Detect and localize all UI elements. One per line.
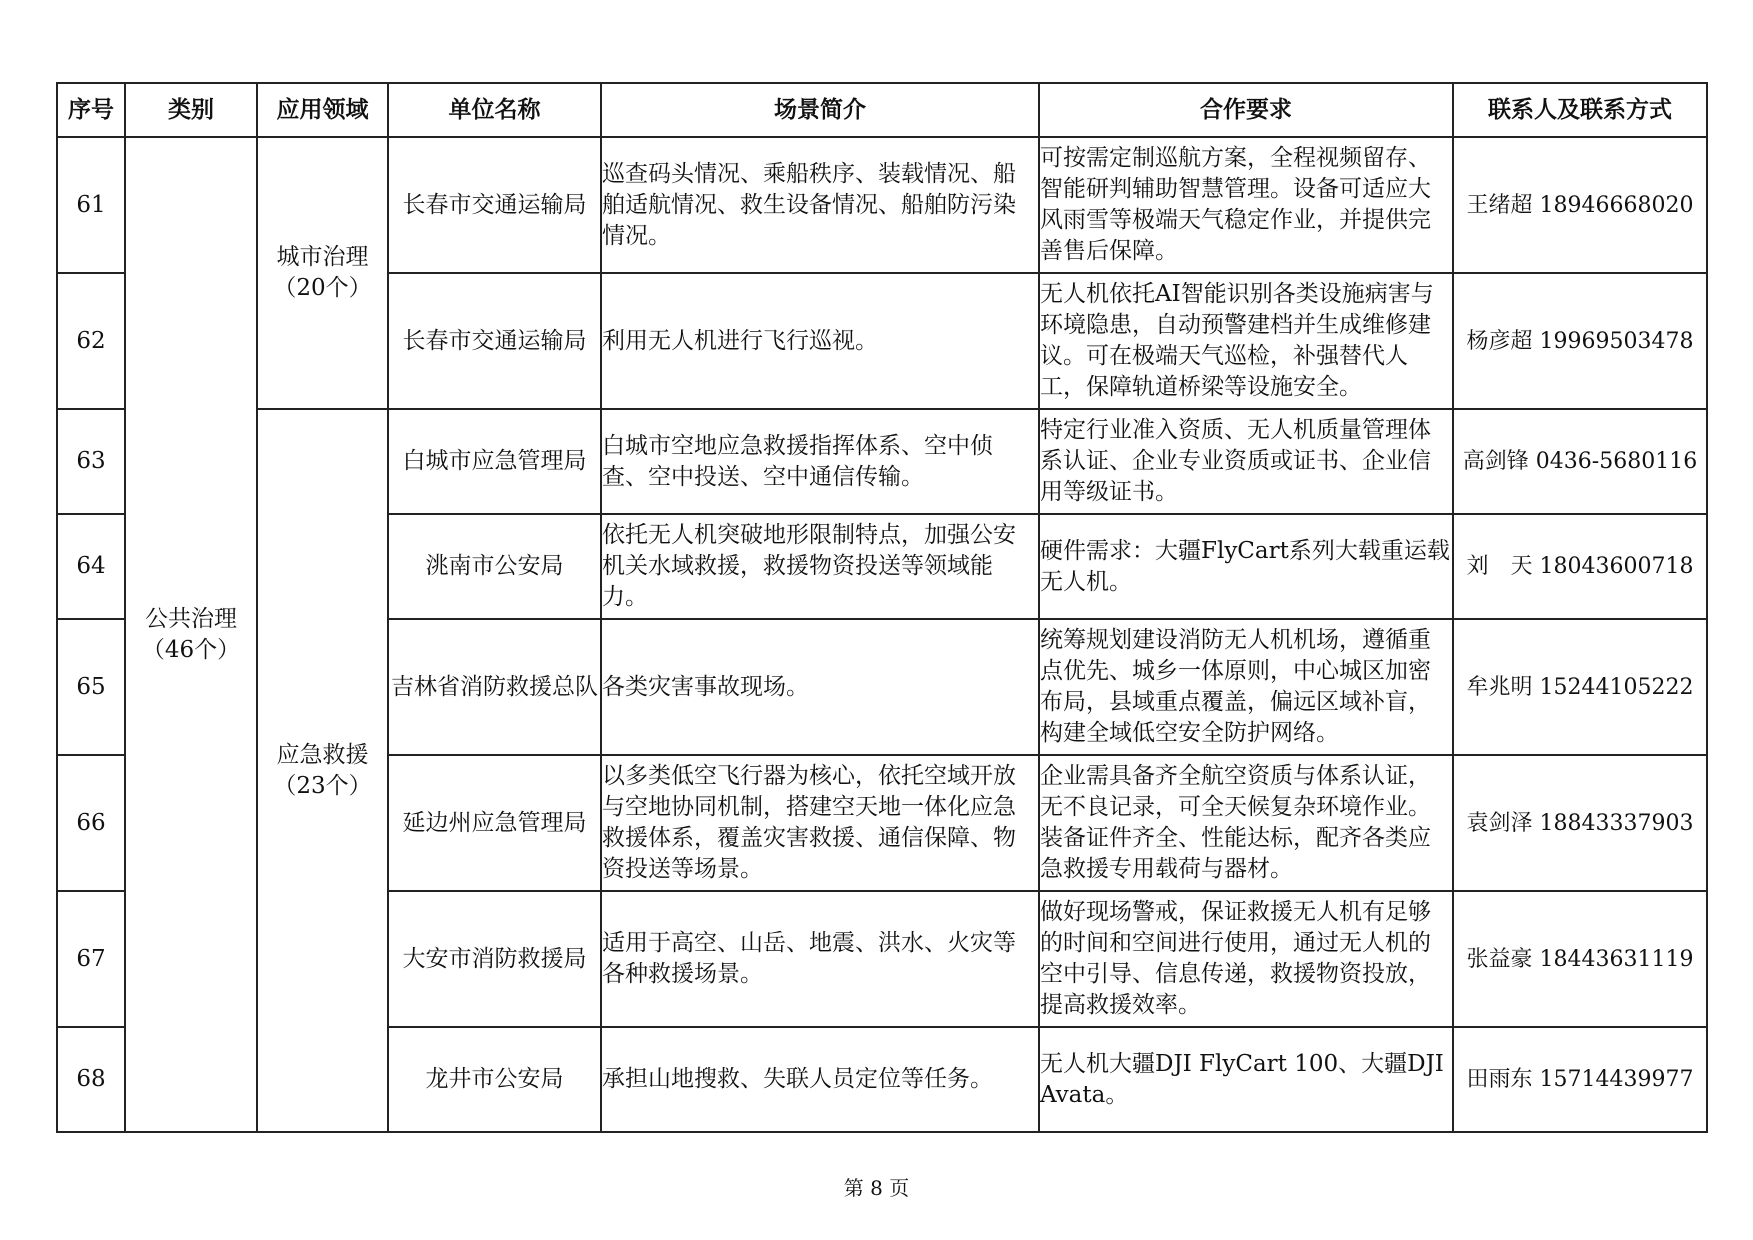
header-contact: 联系人及联系方式 <box>1453 83 1707 137</box>
row-unit: 白城市应急管理局 <box>388 409 601 514</box>
domain-count: （20个） <box>273 275 372 301</box>
row-scenario: 依托无人机突破地形限制特点，加强公安机关水域救援，救援物资投送等领域能力。 <box>601 514 1039 619</box>
row-contact: 田雨东 15714439977 <box>1453 1027 1707 1132</box>
table-row <box>57 409 1707 514</box>
row-contact: 杨彦超 19969503478 <box>1453 273 1707 409</box>
row-requirement: 企业需具备齐全航空资质与体系认证，无不良记录，可全天候复杂环境作业。装备证件齐全、性能达标，配齐各类应急救援专用载荷与器材。 <box>1039 755 1453 891</box>
row-scenario: 白城市空地应急救援指挥体系、空中侦查、空中投送、空中通信传输。 <box>601 409 1039 514</box>
row-scenario: 适用于高空、山岳、地震、洪水、火灾等各种救援场景。 <box>601 891 1039 1027</box>
row-requirement: 硬件需求：大疆FlyCart系列大载重运载无人机。 <box>1039 514 1453 619</box>
row-requirement: 做好现场警戒，保证救援无人机有足够的时间和空间进行使用，通过无人机的空中引导、信息传递，救援物资投放，提高救援效率。 <box>1039 891 1453 1027</box>
header-unit: 单位名称 <box>388 83 601 137</box>
row-scenario: 巡查码头情况、乘船秩序、装载情况、船舶适航情况、救生设备情况、船舶防污染情况。 <box>601 137 1039 273</box>
domain-name: 应急救援 <box>276 741 369 768</box>
row-contact: 高剑锋 0436-5680116 <box>1453 409 1707 514</box>
header-domain: 应用领域 <box>257 83 388 137</box>
domain-count: （23个） <box>273 772 372 799</box>
header-requirement: 合作要求 <box>1039 83 1453 137</box>
row-contact: 袁剑泽 18843337903 <box>1453 755 1707 891</box>
row-unit: 龙井市公安局 <box>388 1027 601 1132</box>
domain-cell-urban <box>257 137 388 409</box>
row-requirement: 特定行业准入资质、无人机质量管理体系认证、企业专业资质或证书、企业信用等级证书。 <box>1039 409 1453 514</box>
cooperation-table <box>56 82 1708 1133</box>
header-category: 类别 <box>125 83 257 137</box>
page-number: 第 8 页 <box>843 1176 910 1200</box>
row-requirement: 无人机依托AI智能识别各类设施病害与环境隐患，自动预警建档并生成维修建议。可在极端天气巡检，补强替代人工，保障轨道桥梁等设施安全。 <box>1039 273 1453 409</box>
row-scenario: 利用无人机进行飞行巡视。 <box>601 273 1039 409</box>
row-scenario: 承担山地搜救、失联人员定位等任务。 <box>601 1027 1039 1132</box>
row-seq: 63 <box>57 409 125 514</box>
header-seq: 序号 <box>57 83 125 137</box>
row-contact: 刘 天 18043600718 <box>1453 514 1707 619</box>
row-unit: 吉林省消防救援总队 <box>388 619 601 755</box>
row-seq: 67 <box>57 891 125 1027</box>
row-seq: 61 <box>57 137 125 273</box>
row-unit: 长春市交通运输局 <box>388 273 601 409</box>
row-unit: 延边州应急管理局 <box>388 755 601 891</box>
row-requirement: 可按需定制巡航方案，全程视频留存、智能研判辅助智慧管理。设备可适应大风雨雪等极端天气稳定作业，并提供完善售后保障。 <box>1039 137 1453 273</box>
table-header-row <box>57 83 1707 137</box>
row-requirement: 无人机大疆DJI FlyCart 100、大疆DJI Avata。 <box>1039 1027 1453 1132</box>
row-contact: 王绪超 18946668020 <box>1453 137 1707 273</box>
row-scenario: 各类灾害事故现场。 <box>601 619 1039 755</box>
row-seq: 68 <box>57 1027 125 1132</box>
domain-cell-emergency <box>257 409 388 1132</box>
row-contact: 牟兆明 15244105222 <box>1453 619 1707 755</box>
row-contact: 张益豪 18443631119 <box>1453 891 1707 1027</box>
row-unit: 长春市交通运输局 <box>388 137 601 273</box>
row-seq: 66 <box>57 755 125 891</box>
row-unit: 洮南市公安局 <box>388 514 601 619</box>
header-scenario: 场景简介 <box>601 83 1039 137</box>
category-name: 公共治理 <box>145 605 237 632</box>
category-count: （46个） <box>141 636 241 663</box>
row-seq: 64 <box>57 514 125 619</box>
category-cell <box>125 137 257 1132</box>
row-seq: 65 <box>57 619 125 755</box>
row-requirement: 统筹规划建设消防无人机机场，遵循重点优先、城乡一体原则，中心城区加密布局，县域重点覆盖，偏远区域补盲，构建全域低空安全防护网络。 <box>1039 619 1453 755</box>
table-row <box>57 137 1707 273</box>
domain-name: 城市治理 <box>276 244 369 270</box>
row-scenario: 以多类低空飞行器为核心，依托空域开放与空地协同机制，搭建空天地一体化应急救援体系，覆盖灾害救援、通信保障、物资投送等场景。 <box>601 755 1039 891</box>
row-seq: 62 <box>57 273 125 409</box>
row-unit: 大安市消防救援局 <box>388 891 601 1027</box>
